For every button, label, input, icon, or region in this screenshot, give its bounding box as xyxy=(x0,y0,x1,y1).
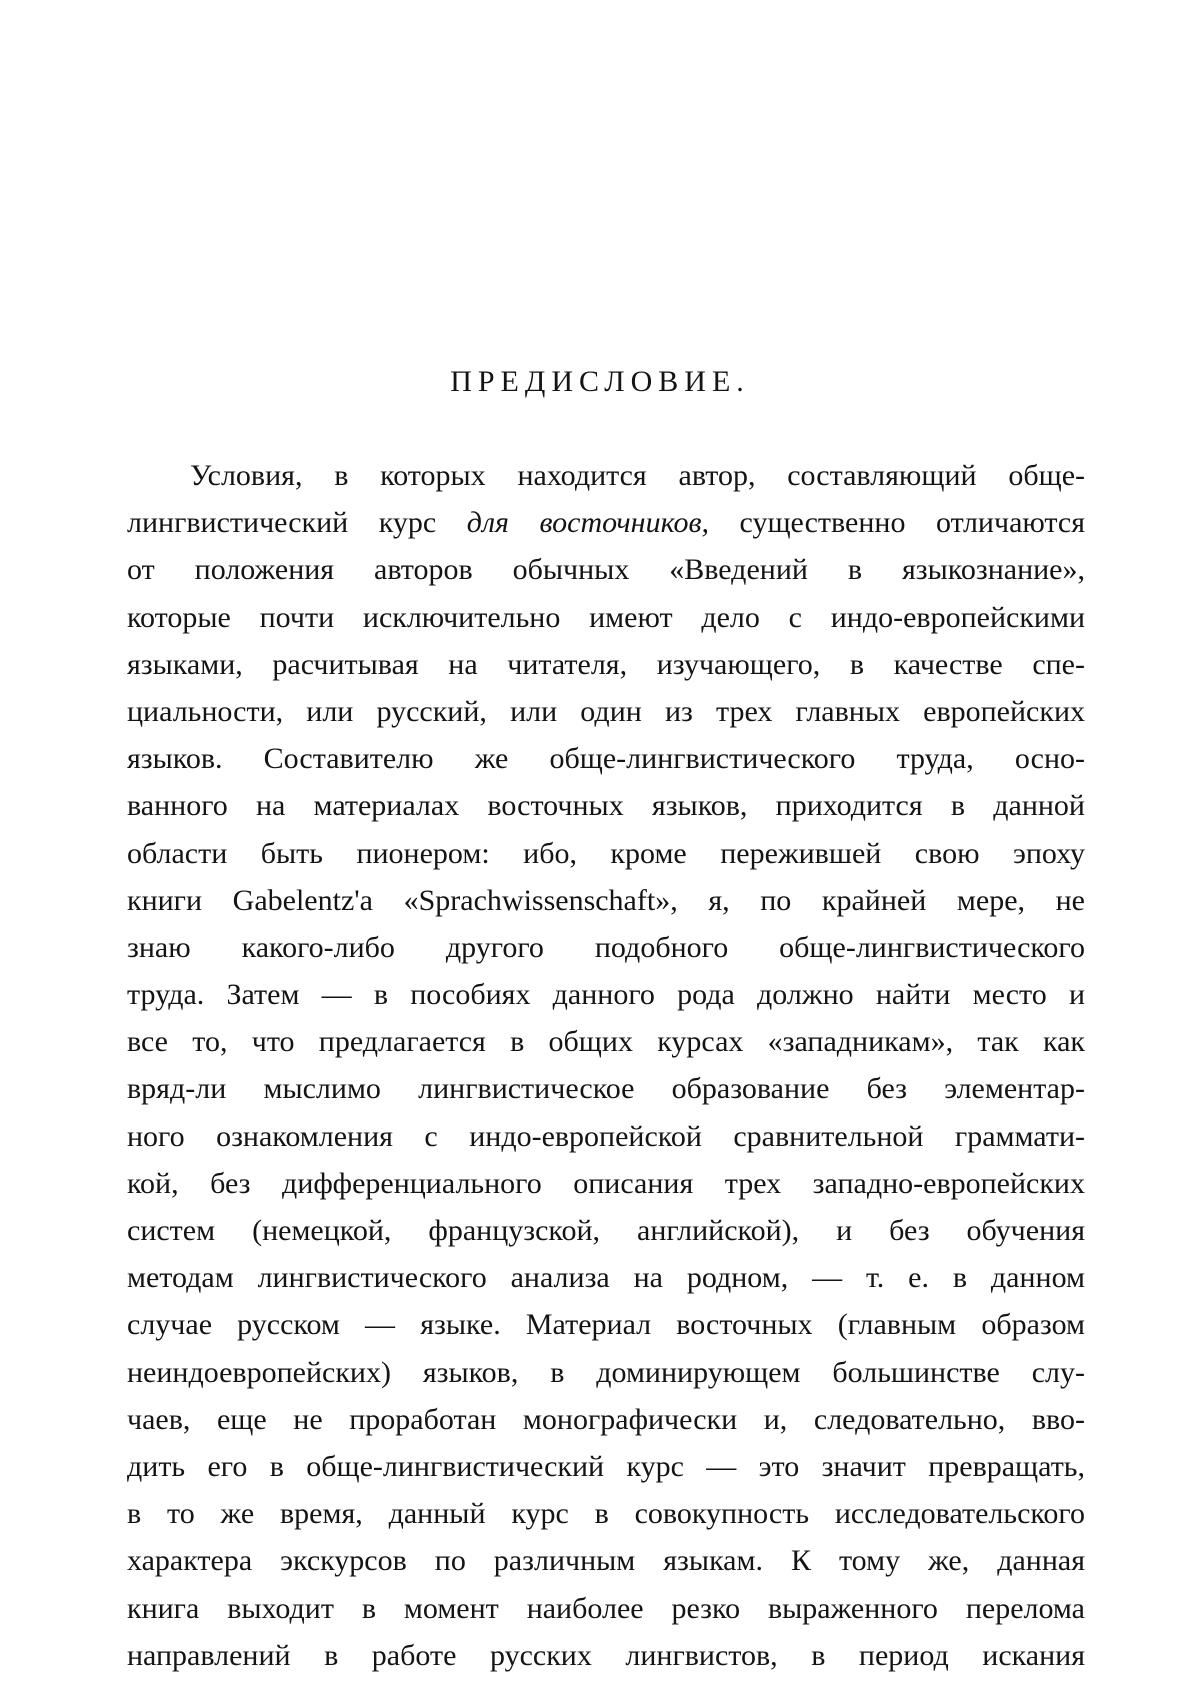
text-line: книга выходит в момент наиболее резко выраженного перелома xyxy=(127,1591,1085,1625)
preface-heading: ПРЕДИСЛОВИЕ. xyxy=(450,365,750,398)
text-line: все то, что предлагается в общих курсах «западникам», так как xyxy=(127,1025,1085,1059)
text-line: случае русском — языке. Материал восточных (главным образом xyxy=(127,1308,1085,1342)
text-line: чаев, еще не проработан монографически и, следовательно, вво- xyxy=(127,1402,1085,1436)
text-line: от положения авторов обычных «Введений в языкознание», xyxy=(127,553,1085,587)
text-line: характера экскурсов по различным языкам. К тому же, данная xyxy=(127,1544,1085,1578)
text-line: языков. Составителю же обще-лингвистического труда, осно- xyxy=(127,742,1085,776)
text-fragment: существенно отличаются xyxy=(708,506,1085,540)
text-line: методам лингвистического анализа на родном, — т. е. в данном xyxy=(127,1261,1085,1295)
preface-body xyxy=(127,452,1085,1679)
text-line: знаю какого-либо другого подобного обще-лингвистического xyxy=(127,930,1085,964)
italic-phrase: для восточников, xyxy=(466,506,709,540)
text-line: неиндоевропейских) языков, в доминирующем большинстве слу- xyxy=(127,1355,1085,1389)
text-fragment: лингвистический курс xyxy=(127,506,467,540)
text-line: ного ознакомления с индо-европейской сравнительной граммати- xyxy=(127,1119,1085,1153)
text-line: труда. Затем — в пособиях данного рода должно найти место и xyxy=(127,978,1085,1012)
text-line: дить его в обще-лингвистический курс — это значит превращать, xyxy=(127,1449,1085,1483)
text-line: кой, без дифференциального описания трех западно-европейских xyxy=(127,1166,1085,1200)
text-line: Условия, в которых находится автор, составляющий обще- xyxy=(190,459,1085,492)
text-line: ванного на материалах восточных языков, приходится в данной xyxy=(127,789,1085,823)
text-line: вряд-ли мыслимо лингвистическое образование без элементар- xyxy=(127,1072,1085,1106)
text-line: циальности, или русский, или один из трех главных европейских xyxy=(127,694,1085,728)
text-line: направлений в работе русских лингвистов, в период искания xyxy=(127,1638,1085,1672)
text-line: систем (немецкой, французской, английской), и без обучения xyxy=(127,1214,1085,1247)
text-line: языками, расчитывая на читателя, изучающего, в качестве спе- xyxy=(127,647,1085,681)
text-line xyxy=(127,499,1085,546)
text-line: области быть пионером: ибо, кроме пережившей свою эпоху xyxy=(127,836,1085,870)
text-line: книги Gabelentz'a «Sprachwissenschaft», я, по крайней мере, не xyxy=(127,883,1085,917)
text-line: которые почти исключительно имеют дело с индо-европейскими xyxy=(127,600,1085,634)
text-line: в то же время, данный курс в совокупность исследовательского xyxy=(127,1497,1085,1531)
